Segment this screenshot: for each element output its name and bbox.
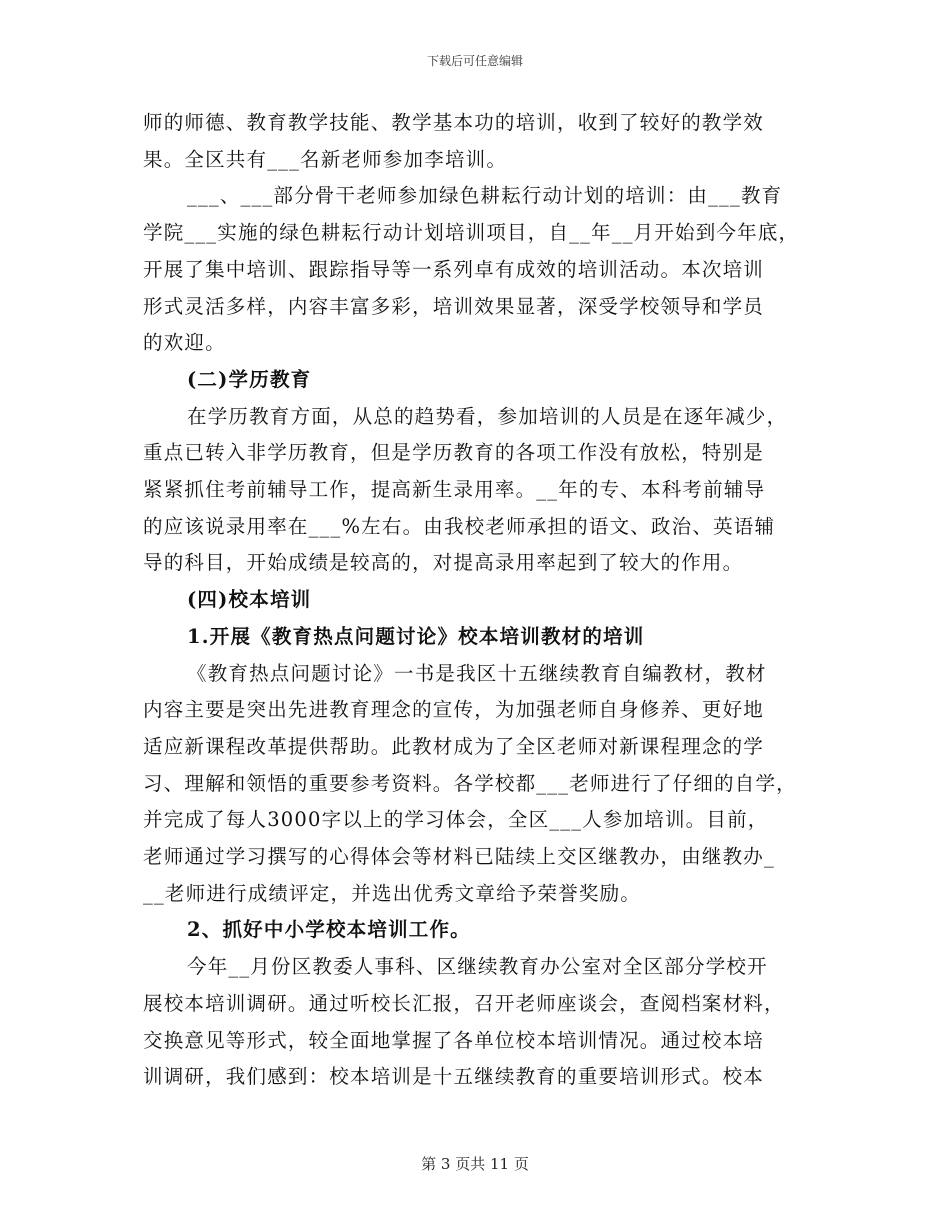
text-line: 习、理解和领悟的重要参考资料。各学校都___老师进行了仔细的自学， <box>143 771 797 795</box>
text-line: 《教育热点问题讨论》一书是我区十五继续教育自编教材，教材 <box>187 661 767 685</box>
text-line: 导的科目，开始成绩是较高的，对提高录用率起到了较大的作用。 <box>143 551 744 575</box>
section-heading: (四)校本培训 <box>187 588 312 612</box>
section-heading: (二)学历教育 <box>187 367 312 391</box>
text-line: 形式灵活多样，内容丰富多彩，培训效果显著，深受学校领导和学员 <box>143 294 765 318</box>
section-heading: 2、抓好中小学校本培训工作。 <box>187 918 471 942</box>
text-line: 内容主要是突出先进教育理念的宣传，为加强老师自身修养、更好地 <box>143 698 765 722</box>
section-heading: 1.开展《教育热点问题讨论》校本培训教材的培训 <box>187 624 645 648</box>
text-line: 果。全区共有___名新老师参加李培训。 <box>143 147 508 171</box>
text-line: 交换意见等形式，较全面地掌握了各单位校本培训情况。通过校本培 <box>143 1028 765 1052</box>
text-line: 的欢迎。 <box>143 331 226 355</box>
document-body <box>143 105 823 1096</box>
page-header-note: 下载后可任意编辑 <box>426 54 523 68</box>
text-line: __老师进行成绩评定，并选出优秀文章给予荣誉奖励。 <box>143 881 642 905</box>
text-line: 学院___实施的绿色耕耘行动计划培训项目，自__年__月开始到今年底， <box>143 221 800 245</box>
text-line: 师的师德、教育教学技能、教学基本功的培训，收到了较好的教学效 <box>143 111 765 134</box>
text-line: 训调研，我们感到：校本培训是十五继续教育的重要培训形式。校本 <box>143 1065 765 1089</box>
text-line: 今年__月份区教委人事科、区继续教育办公室对全区部分学校开 <box>187 955 768 979</box>
text-line: 展校本培训调研。通过听校长汇报，召开老师座谈会，查阅档案材料， <box>143 991 785 1015</box>
text-line: 重点已转入非学历教育，但是学历教育的各项工作没有放松，特别是 <box>143 441 765 465</box>
page-number-footer: 第 3 页共 11 页 <box>421 1155 529 1173</box>
text-line: 的应该说录用率在___%左右。由我校老师承担的语文、政治、英语辅 <box>143 514 776 538</box>
text-line: 老师通过学习撰写的心得体会等材料已陆续上交区继教办，由继教办_ <box>143 845 775 869</box>
text-line: 在学历教育方面，从总的趋势看，参加培训的人员是在逐年减少， <box>187 404 788 428</box>
text-line: 并完成了每人3000字以上的学习体会，全区___人参加培训。目前， <box>143 808 769 832</box>
text-line: 开展了集中培训、跟踪指导等一系列卓有成效的培训活动。本次培训 <box>143 257 765 281</box>
text-line: 适应新课程改革提供帮助。此教材成为了全区老师对新课程理念的学 <box>143 734 765 758</box>
text-line: ___、___部分骨干老师参加绿色耕耘行动计划的培训：由___教育 <box>187 184 783 208</box>
text-line: 紧紧抓住考前辅导工作，提高新生录用率。__年的专、本科考前辅导 <box>143 478 766 502</box>
